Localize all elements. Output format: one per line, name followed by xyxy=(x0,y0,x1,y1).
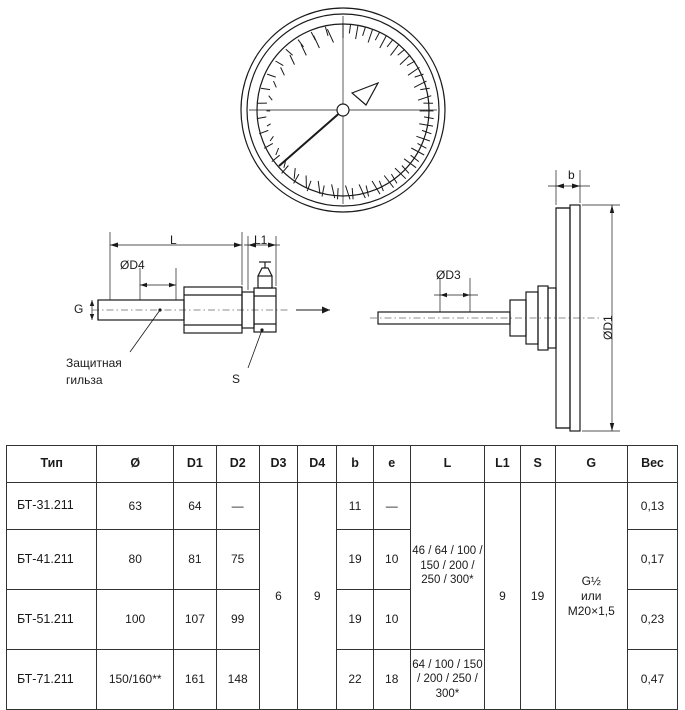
label-G: G xyxy=(74,302,83,316)
cell-d2: 148 xyxy=(216,650,259,710)
cell-d2: — xyxy=(216,483,259,530)
label-D4: ØD4 xyxy=(120,258,145,272)
cell-diameter: 63 xyxy=(97,483,174,530)
col-header-s: S xyxy=(520,446,555,483)
dimension-D4 xyxy=(140,268,176,300)
col-header-l1: L1 xyxy=(485,446,520,483)
cell-type: БТ-41.211 xyxy=(7,530,97,590)
table-row xyxy=(7,483,678,530)
cell-diameter: 80 xyxy=(97,530,174,590)
cell-d1: 161 xyxy=(173,650,216,710)
col-header-diameter: Ø xyxy=(97,446,174,483)
cell-type: БТ-71.211 xyxy=(7,650,97,710)
cell-g-merged xyxy=(555,483,627,710)
col-header-type: Тип xyxy=(7,446,97,483)
nut-top xyxy=(258,276,272,288)
label-sleeve-line2: гильза xyxy=(66,373,103,387)
dimension-D3 xyxy=(434,278,478,312)
col-header-d2: D2 xyxy=(216,446,259,483)
direction-arrow xyxy=(296,307,330,314)
leader-S xyxy=(248,328,264,368)
col-header-d3: D3 xyxy=(259,446,298,483)
cell-b: 22 xyxy=(337,650,374,710)
g-line2: или xyxy=(557,589,626,604)
label-L1: L1 xyxy=(254,233,267,247)
col-header-d4: D4 xyxy=(298,446,337,483)
table-header-row xyxy=(7,446,678,483)
cell-s-merged: 19 xyxy=(520,483,555,710)
leader-sleeve xyxy=(130,308,162,352)
cell-d1: 107 xyxy=(173,590,216,650)
cell-diameter: 150/160** xyxy=(97,650,174,710)
cell-type: БТ-51.211 xyxy=(7,590,97,650)
dial-hub xyxy=(337,104,349,116)
cell-weight: 0,17 xyxy=(627,530,677,590)
col-header-e: e xyxy=(373,446,410,483)
col-header-d1: D1 xyxy=(173,446,216,483)
col-header-g: G xyxy=(555,446,627,483)
nut-cap xyxy=(258,268,272,276)
dial-needle xyxy=(279,110,343,166)
cell-diameter: 100 xyxy=(97,590,174,650)
cell-d3-merged: 6 xyxy=(259,483,298,710)
cell-l-group1: 46 / 64 / 100 / 150 / 200 / 250 / 300* xyxy=(410,483,485,650)
label-b: b xyxy=(568,168,575,182)
label-S: S xyxy=(232,372,240,386)
cell-d2: 75 xyxy=(216,530,259,590)
col-header-l: L xyxy=(410,446,485,483)
cell-weight: 0,47 xyxy=(627,650,677,710)
cell-b: 19 xyxy=(337,590,374,650)
cell-type: БТ-31.211 xyxy=(7,483,97,530)
label-L: L xyxy=(170,233,177,247)
cell-b: 11 xyxy=(337,483,374,530)
cell-b: 19 xyxy=(337,530,374,590)
cell-weight: 0,13 xyxy=(627,483,677,530)
cell-e: — xyxy=(373,483,410,530)
col-header-b: b xyxy=(337,446,374,483)
label-sleeve-line1: Защитная xyxy=(66,356,122,370)
cell-d4-merged: 9 xyxy=(298,483,337,710)
dial-flag xyxy=(352,83,378,105)
cell-e: 10 xyxy=(373,530,410,590)
cell-weight: 0,23 xyxy=(627,590,677,650)
cell-l-group2: 64 / 100 / 150 / 200 / 250 / 300* xyxy=(410,650,485,710)
cell-e: 18 xyxy=(373,650,410,710)
g-line1: G½ xyxy=(557,574,626,589)
g-line3: M20×1,5 xyxy=(557,604,626,619)
label-D1: ØD1 xyxy=(601,315,615,340)
col-header-weight: Вес xyxy=(627,446,677,483)
cell-d1: 64 xyxy=(173,483,216,530)
label-D3: ØD3 xyxy=(436,268,461,282)
cell-d2: 99 xyxy=(216,590,259,650)
cell-d1: 81 xyxy=(173,530,216,590)
cell-l1-merged: 9 xyxy=(485,483,520,710)
cell-e: 10 xyxy=(373,590,410,650)
specifications-table xyxy=(6,445,678,710)
